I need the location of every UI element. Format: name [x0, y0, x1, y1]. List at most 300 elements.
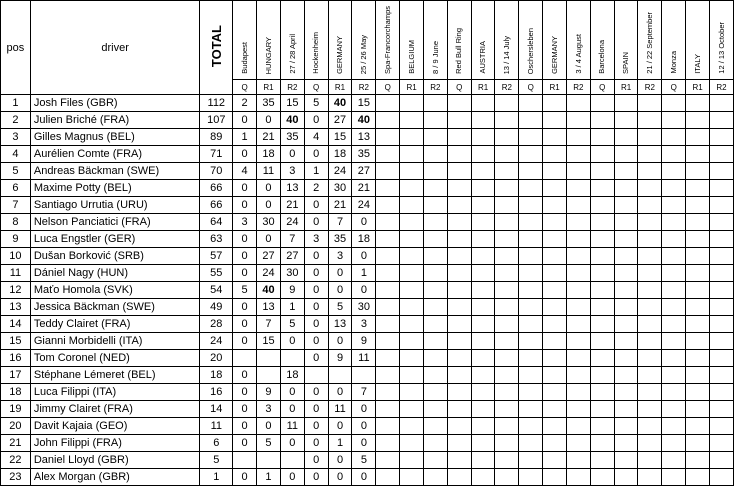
- points-cell: 11: [257, 163, 281, 180]
- round-4-date: 13 / 14 July: [495, 1, 519, 80]
- round-4-sublabel-r1: R1: [471, 80, 495, 95]
- points-cell: [495, 401, 519, 418]
- points-cell: [614, 214, 638, 231]
- points-cell: [519, 435, 543, 452]
- points-cell: [447, 316, 471, 333]
- total-cell: 28: [200, 316, 233, 333]
- position-cell: 6: [1, 180, 31, 197]
- standings-body: [1, 95, 734, 486]
- points-cell: [686, 95, 710, 112]
- points-cell: 0: [233, 299, 257, 316]
- points-cell: [638, 401, 662, 418]
- total-cell: 49: [200, 299, 233, 316]
- points-cell: 0: [352, 401, 376, 418]
- points-cell: [376, 282, 400, 299]
- points-cell: [519, 129, 543, 146]
- points-cell: [304, 367, 328, 384]
- round-7-country: ITALY: [686, 1, 710, 80]
- points-cell: [614, 163, 638, 180]
- points-cell: [662, 248, 686, 265]
- points-cell: [686, 197, 710, 214]
- points-cell: [590, 282, 614, 299]
- points-cell: [447, 248, 471, 265]
- points-cell: [519, 180, 543, 197]
- position-cell: 7: [1, 197, 31, 214]
- points-cell: 27: [328, 112, 352, 129]
- points-cell: [638, 384, 662, 401]
- points-cell: [447, 214, 471, 231]
- points-cell: [471, 333, 495, 350]
- points-cell: 0: [328, 469, 352, 486]
- points-cell: [495, 469, 519, 486]
- points-cell: [495, 384, 519, 401]
- points-cell: [471, 435, 495, 452]
- points-cell: 0: [280, 435, 304, 452]
- points-cell: 40: [328, 95, 352, 112]
- total-cell: 112: [200, 95, 233, 112]
- points-cell: 0: [304, 316, 328, 333]
- points-cell: [233, 350, 257, 367]
- points-cell: [543, 112, 567, 129]
- points-cell: [709, 265, 733, 282]
- points-cell: [614, 197, 638, 214]
- points-cell: [400, 333, 424, 350]
- points-cell: [447, 350, 471, 367]
- points-cell: [566, 214, 590, 231]
- points-cell: [614, 146, 638, 163]
- driver-cell: John Filippi (FRA): [30, 435, 200, 452]
- points-cell: [566, 129, 590, 146]
- points-cell: 27: [352, 163, 376, 180]
- points-cell: [280, 350, 304, 367]
- points-cell: [662, 146, 686, 163]
- points-cell: 0: [233, 367, 257, 384]
- points-cell: 0: [352, 469, 376, 486]
- points-cell: [400, 146, 424, 163]
- points-cell: [566, 180, 590, 197]
- points-cell: [376, 248, 400, 265]
- driver-cell: Jimmy Clairet (FRA): [30, 401, 200, 418]
- points-cell: 3: [352, 316, 376, 333]
- points-cell: 1: [328, 435, 352, 452]
- points-cell: [423, 197, 447, 214]
- points-cell: [423, 282, 447, 299]
- table-row: [1, 401, 734, 418]
- table-row: [1, 112, 734, 129]
- points-cell: [423, 214, 447, 231]
- points-cell: [638, 282, 662, 299]
- round-7-sublabel-q: Q: [662, 80, 686, 95]
- points-cell: [662, 180, 686, 197]
- points-cell: 0: [257, 231, 281, 248]
- points-cell: [543, 316, 567, 333]
- points-cell: 0: [328, 282, 352, 299]
- points-cell: 7: [257, 316, 281, 333]
- points-cell: 18: [280, 367, 304, 384]
- points-cell: [686, 146, 710, 163]
- points-cell: 15: [257, 333, 281, 350]
- points-cell: [686, 435, 710, 452]
- points-cell: 0: [304, 265, 328, 282]
- points-cell: [709, 248, 733, 265]
- points-cell: [566, 197, 590, 214]
- points-cell: 3: [257, 401, 281, 418]
- points-cell: 7: [280, 231, 304, 248]
- points-cell: [686, 401, 710, 418]
- points-cell: [709, 418, 733, 435]
- points-cell: [495, 129, 519, 146]
- round-3-sublabel-r2: R2: [423, 80, 447, 95]
- points-cell: 0: [233, 384, 257, 401]
- points-cell: 0: [304, 452, 328, 469]
- points-cell: 21: [257, 129, 281, 146]
- points-cell: [400, 418, 424, 435]
- points-cell: [495, 316, 519, 333]
- points-cell: [662, 469, 686, 486]
- round-4-venue: Red Bull Ring: [447, 1, 471, 80]
- points-cell: [471, 316, 495, 333]
- position-cell: 11: [1, 265, 31, 282]
- points-cell: 13: [280, 180, 304, 197]
- points-cell: [614, 180, 638, 197]
- points-cell: [543, 299, 567, 316]
- points-cell: [423, 265, 447, 282]
- points-cell: [566, 95, 590, 112]
- position-cell: 1: [1, 95, 31, 112]
- points-cell: [447, 435, 471, 452]
- points-cell: [590, 231, 614, 248]
- points-cell: [423, 350, 447, 367]
- points-cell: [709, 282, 733, 299]
- points-cell: [495, 435, 519, 452]
- round-5-sublabel-r1: R1: [543, 80, 567, 95]
- points-cell: 0: [233, 316, 257, 333]
- points-cell: 35: [328, 231, 352, 248]
- points-cell: [471, 265, 495, 282]
- position-cell: 3: [1, 129, 31, 146]
- points-cell: 0: [233, 401, 257, 418]
- points-cell: 5: [328, 299, 352, 316]
- driver-cell: Luca Filippi (ITA): [30, 384, 200, 401]
- round-1-date: 27 / 28 April: [280, 1, 304, 80]
- points-cell: 0: [233, 248, 257, 265]
- points-cell: [423, 112, 447, 129]
- points-cell: [662, 333, 686, 350]
- points-cell: 0: [304, 112, 328, 129]
- points-cell: [471, 282, 495, 299]
- table-row: [1, 350, 734, 367]
- table-row: [1, 418, 734, 435]
- points-cell: [662, 231, 686, 248]
- driver-cell: Andreas Bäckman (SWE): [30, 163, 200, 180]
- points-cell: [519, 95, 543, 112]
- points-cell: [519, 299, 543, 316]
- points-cell: [400, 316, 424, 333]
- points-cell: 27: [280, 248, 304, 265]
- points-cell: [400, 282, 424, 299]
- points-cell: [590, 367, 614, 384]
- points-cell: 30: [328, 180, 352, 197]
- points-cell: [686, 214, 710, 231]
- points-cell: [495, 452, 519, 469]
- driver-cell: Gianni Morbidelli (ITA): [30, 333, 200, 350]
- points-cell: [400, 248, 424, 265]
- points-cell: 9: [280, 282, 304, 299]
- points-cell: [590, 248, 614, 265]
- table-row: [1, 384, 734, 401]
- points-cell: 0: [328, 452, 352, 469]
- points-cell: 24: [257, 265, 281, 282]
- points-cell: [257, 367, 281, 384]
- points-cell: [471, 112, 495, 129]
- points-cell: [400, 197, 424, 214]
- points-cell: [400, 231, 424, 248]
- position-cell: 16: [1, 350, 31, 367]
- position-cell: 4: [1, 146, 31, 163]
- points-cell: 0: [280, 333, 304, 350]
- position-cell: 8: [1, 214, 31, 231]
- points-cell: [638, 333, 662, 350]
- points-cell: [543, 163, 567, 180]
- position-cell: 23: [1, 469, 31, 486]
- points-cell: [590, 469, 614, 486]
- points-cell: [447, 299, 471, 316]
- driver-header: driver: [30, 1, 200, 95]
- total-cell: 66: [200, 197, 233, 214]
- points-cell: [662, 367, 686, 384]
- points-cell: 0: [257, 197, 281, 214]
- driver-cell: Dániel Nagy (HUN): [30, 265, 200, 282]
- points-cell: [328, 367, 352, 384]
- points-cell: 0: [328, 384, 352, 401]
- points-cell: 21: [280, 197, 304, 214]
- points-cell: [686, 282, 710, 299]
- points-cell: 0: [304, 435, 328, 452]
- points-cell: [543, 384, 567, 401]
- round-6-date: 21 / 22 September: [638, 1, 662, 80]
- points-cell: [447, 333, 471, 350]
- points-cell: [662, 112, 686, 129]
- points-cell: [614, 95, 638, 112]
- round-6-sublabel-q: Q: [590, 80, 614, 95]
- round-1-sublabel-r1: R1: [257, 80, 281, 95]
- total-cell: 1: [200, 469, 233, 486]
- position-cell: 14: [1, 316, 31, 333]
- points-cell: [376, 231, 400, 248]
- points-cell: [614, 333, 638, 350]
- points-cell: [590, 299, 614, 316]
- points-cell: [519, 146, 543, 163]
- points-cell: 5: [280, 316, 304, 333]
- points-cell: [447, 112, 471, 129]
- table-row: [1, 435, 734, 452]
- points-cell: [423, 469, 447, 486]
- points-cell: 0: [352, 435, 376, 452]
- points-cell: 0: [233, 180, 257, 197]
- points-cell: [376, 316, 400, 333]
- points-cell: [495, 265, 519, 282]
- points-cell: [590, 265, 614, 282]
- points-cell: 5: [304, 95, 328, 112]
- points-cell: [519, 163, 543, 180]
- points-cell: [638, 163, 662, 180]
- round-1-country: HUNGARY: [257, 1, 281, 80]
- points-cell: 0: [233, 469, 257, 486]
- points-cell: 0: [233, 231, 257, 248]
- points-cell: 13: [352, 129, 376, 146]
- points-cell: [519, 469, 543, 486]
- points-cell: 3: [280, 163, 304, 180]
- points-cell: [376, 146, 400, 163]
- points-cell: [709, 214, 733, 231]
- points-cell: [400, 95, 424, 112]
- round-7-sublabel-r1: R1: [686, 80, 710, 95]
- points-cell: [709, 112, 733, 129]
- points-cell: [543, 452, 567, 469]
- points-cell: [638, 214, 662, 231]
- points-cell: [376, 452, 400, 469]
- points-cell: [376, 367, 400, 384]
- points-cell: [376, 265, 400, 282]
- points-cell: 0: [304, 214, 328, 231]
- points-cell: [447, 197, 471, 214]
- position-cell: 22: [1, 452, 31, 469]
- points-cell: [662, 129, 686, 146]
- points-cell: [543, 282, 567, 299]
- position-cell: 2: [1, 112, 31, 129]
- driver-cell: Josh Files (GBR): [30, 95, 200, 112]
- points-cell: [566, 367, 590, 384]
- points-cell: 18: [257, 146, 281, 163]
- round-6-sublabel-r1: R1: [614, 80, 638, 95]
- points-cell: [709, 180, 733, 197]
- points-cell: 0: [233, 418, 257, 435]
- total-cell: 55: [200, 265, 233, 282]
- points-cell: [638, 418, 662, 435]
- points-cell: [495, 367, 519, 384]
- points-cell: [400, 299, 424, 316]
- points-cell: [376, 435, 400, 452]
- points-cell: 21: [352, 180, 376, 197]
- points-cell: 0: [280, 146, 304, 163]
- points-cell: 1: [233, 129, 257, 146]
- points-cell: 0: [257, 418, 281, 435]
- points-cell: [543, 248, 567, 265]
- driver-cell: Dušan Borković (SRB): [30, 248, 200, 265]
- points-cell: [686, 469, 710, 486]
- table-row: [1, 282, 734, 299]
- points-cell: [662, 452, 686, 469]
- total-cell: 16: [200, 384, 233, 401]
- points-cell: [686, 180, 710, 197]
- points-cell: [471, 95, 495, 112]
- driver-cell: Stéphane Lémeret (BEL): [30, 367, 200, 384]
- points-cell: 0: [233, 435, 257, 452]
- points-cell: [400, 384, 424, 401]
- points-cell: [543, 333, 567, 350]
- points-cell: [686, 333, 710, 350]
- points-cell: 27: [257, 248, 281, 265]
- points-cell: 11: [280, 418, 304, 435]
- points-cell: [423, 146, 447, 163]
- points-cell: 0: [280, 401, 304, 418]
- points-cell: [566, 282, 590, 299]
- round-3-sublabel-r1: R1: [400, 80, 424, 95]
- position-cell: 15: [1, 333, 31, 350]
- position-cell: 20: [1, 418, 31, 435]
- points-cell: [400, 214, 424, 231]
- round-7-venue: Monza: [662, 1, 686, 80]
- points-cell: [471, 146, 495, 163]
- points-cell: [614, 316, 638, 333]
- points-cell: 18: [328, 146, 352, 163]
- points-cell: [495, 282, 519, 299]
- points-cell: 18: [352, 231, 376, 248]
- points-cell: [471, 452, 495, 469]
- points-cell: [471, 231, 495, 248]
- points-cell: [662, 214, 686, 231]
- round-5-date: 3 / 4 August: [566, 1, 590, 80]
- table-row: [1, 129, 734, 146]
- points-cell: [519, 452, 543, 469]
- points-cell: [662, 316, 686, 333]
- points-cell: [543, 367, 567, 384]
- points-cell: [614, 231, 638, 248]
- points-cell: 24: [280, 214, 304, 231]
- points-cell: [709, 401, 733, 418]
- position-cell: 17: [1, 367, 31, 384]
- table-row: [1, 180, 734, 197]
- total-cell: 63: [200, 231, 233, 248]
- points-cell: 0: [280, 384, 304, 401]
- points-cell: [376, 333, 400, 350]
- table-row: [1, 197, 734, 214]
- points-cell: [566, 350, 590, 367]
- header-row-labels: [1, 1, 734, 80]
- points-cell: [376, 469, 400, 486]
- total-cell: 5: [200, 452, 233, 469]
- points-cell: [447, 367, 471, 384]
- points-cell: [709, 435, 733, 452]
- table-row: [1, 95, 734, 112]
- points-cell: [543, 418, 567, 435]
- round-6-sublabel-r2: R2: [638, 80, 662, 95]
- driver-cell: Julien Briché (FRA): [30, 112, 200, 129]
- table-row: [1, 265, 734, 282]
- points-cell: [543, 129, 567, 146]
- points-cell: [495, 299, 519, 316]
- points-cell: [280, 452, 304, 469]
- points-cell: [543, 231, 567, 248]
- points-cell: [519, 214, 543, 231]
- points-cell: [590, 435, 614, 452]
- points-cell: [376, 163, 400, 180]
- points-cell: [709, 350, 733, 367]
- points-cell: 0: [352, 418, 376, 435]
- points-cell: [400, 469, 424, 486]
- points-cell: [590, 129, 614, 146]
- round-7-date: 12 / 13 October: [709, 1, 733, 80]
- points-cell: 9: [352, 333, 376, 350]
- points-cell: [471, 418, 495, 435]
- points-cell: [662, 401, 686, 418]
- points-cell: [495, 180, 519, 197]
- points-cell: [638, 146, 662, 163]
- points-cell: [400, 401, 424, 418]
- points-cell: 0: [304, 248, 328, 265]
- driver-cell: Santiago Urrutia (URU): [30, 197, 200, 214]
- total-cell: 71: [200, 146, 233, 163]
